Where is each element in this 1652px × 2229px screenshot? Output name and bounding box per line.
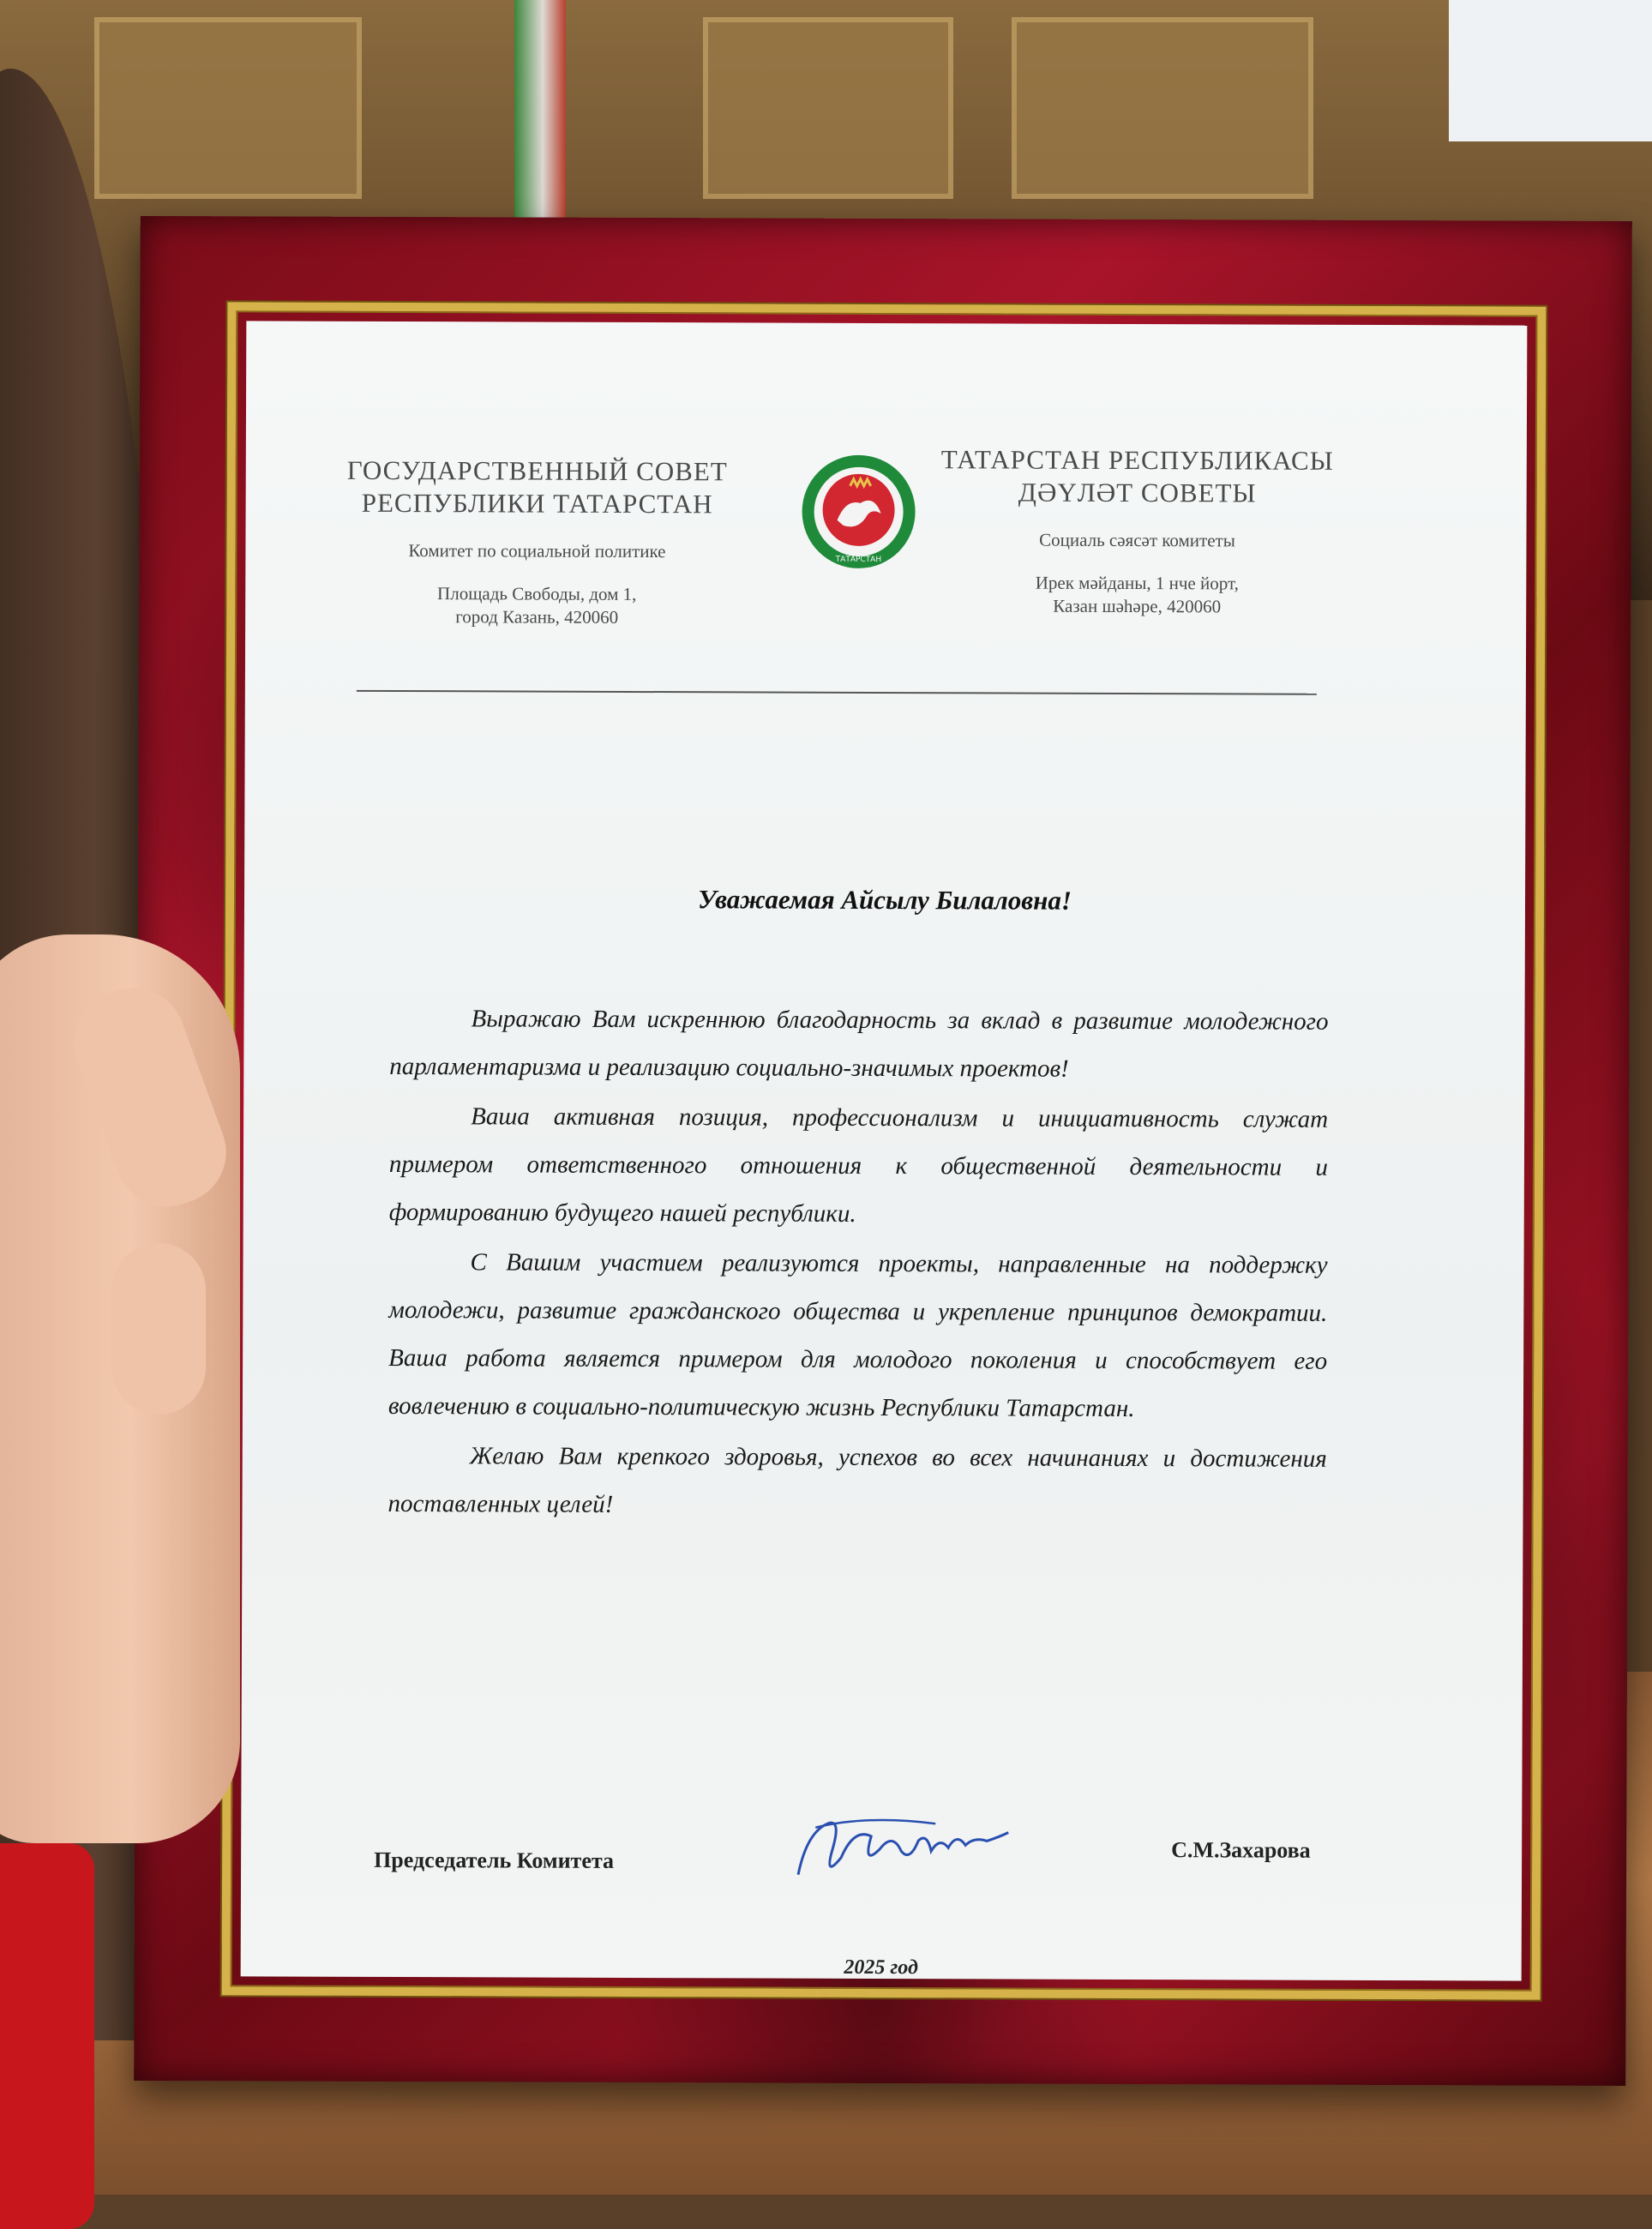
- letter-paper: [241, 321, 1528, 1980]
- flag: [514, 0, 566, 223]
- signer-name: С.М.Захарова: [1171, 1837, 1311, 1863]
- org-name-tt-line2: ДӘҮЛӘТ СОВЕТЫ: [1018, 477, 1257, 508]
- finger: [111, 1243, 206, 1415]
- paragraph: Выражаю Вам искреннюю благодарность за вклад в развитие молодежного парламентаризма и реализацию социально-значимых проектов!: [389, 1005, 1329, 1083]
- handwritten-signature: [790, 1798, 1012, 1893]
- letterhead-right: [914, 443, 1361, 619]
- projection-screen: [1449, 0, 1652, 141]
- signer-title: Председатель Комитета: [374, 1847, 615, 1873]
- committee-ru: Комитет по социальной политике: [408, 540, 666, 562]
- address-ru-line1: Площадь Свободы, дом 1,: [437, 583, 637, 604]
- org-name-ru-line1: ГОСУДАРСТВЕННЫЙ СОВЕТ: [346, 454, 728, 487]
- wall-panel: [1012, 17, 1313, 199]
- address-tt-line1: Ирек мәйданы, 1 нче йорт,: [1035, 572, 1239, 594]
- address-ru-line2: город Казань, 420060: [455, 606, 619, 628]
- holding-hand: [0, 934, 240, 1843]
- committee-tt: Социаль сәясәт комитеты: [1039, 529, 1235, 551]
- picture-frame: [134, 216, 1632, 2086]
- paragraph: С Вашим участием реализуются проекты, направленные на поддержку молодежи, развитие гражданского общества и укрепление принципов демократии. Ваша работа является примером для молодого поколения и способствует его вовлечению в социально-политическую жизнь Республики Татарстан.: [387, 1248, 1328, 1423]
- paragraph: Желаю Вам крепкого здоровья, успехов во всех начинаниях и достижения поставленных целей!: [387, 1442, 1327, 1518]
- letterhead-divider: [357, 690, 1317, 695]
- wall-panel: [94, 17, 362, 199]
- address-tt-line2: Казан шәһәре, 420060: [1053, 595, 1222, 617]
- thumb: [59, 974, 240, 1222]
- letter-body: [387, 994, 1328, 1533]
- org-name-tt-line1: ТАТАРСТАН РЕСПУБЛИКАСЫ: [940, 444, 1334, 476]
- salutation: Уважаемая Айсылу Билаловна!: [698, 884, 1072, 916]
- paragraph: Ваша активная позиция, профессионализм и инициативность служат примером ответственного отношения к общественной деятельности и формированию будущего нашей республики.: [388, 1102, 1329, 1228]
- red-sleeve: [0, 1843, 94, 2229]
- letterhead-left: [314, 454, 760, 630]
- letter-year: 2025 год: [844, 1956, 918, 1980]
- coat-of-arms-emblem: [798, 452, 918, 572]
- emblem-text: ТАТАРСТАН: [835, 555, 882, 564]
- wall-panel: [703, 17, 953, 199]
- org-name-ru-line2: РЕСПУБЛИКИ ТАТАРСТАН: [361, 487, 713, 520]
